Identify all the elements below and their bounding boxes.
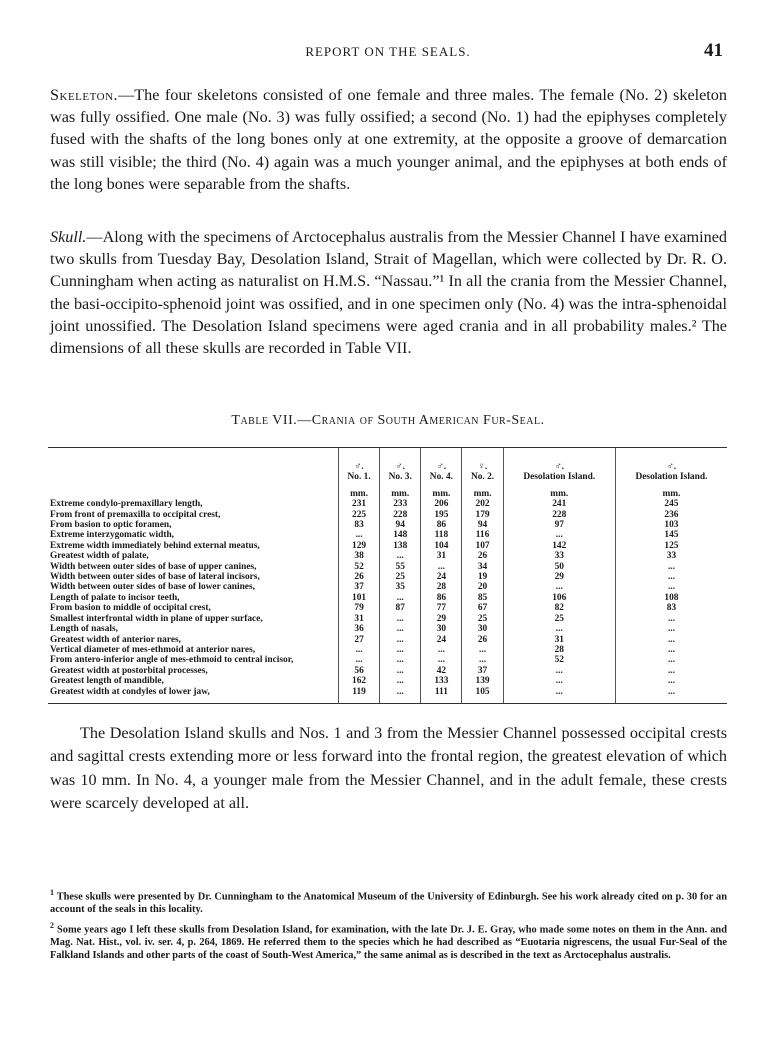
table-cell: 202 [462, 499, 503, 509]
table-cell: ... [615, 635, 727, 645]
table-cell: 103 [615, 520, 727, 530]
row-label: Greatest width at condyles of lower jaw, [50, 686, 210, 697]
unit-cell: mm. [339, 483, 380, 499]
unit-cell: mm. [503, 483, 615, 499]
table-cell: 37 [339, 582, 380, 592]
table-cell: 25 [503, 614, 615, 624]
table-cell: 38 [339, 551, 380, 561]
footnote-1-mark: 1 [50, 888, 54, 897]
table-row [48, 635, 727, 645]
footnote-1 [50, 886, 727, 916]
table-row [48, 666, 727, 676]
crania-table [48, 448, 727, 703]
table-cell: 79 [339, 603, 380, 613]
table-cell: 142 [503, 541, 615, 551]
table-row [48, 551, 727, 561]
footnote-2-mark: 2 [50, 921, 54, 930]
column-header [339, 448, 380, 483]
table-cell: ... [615, 582, 727, 592]
table-cell: 26 [339, 572, 380, 582]
table-cell: ... [380, 655, 421, 665]
table-cell: 105 [462, 687, 503, 703]
table-cell: 228 [503, 510, 615, 520]
table-cell: 50 [503, 562, 615, 572]
table-row [48, 562, 727, 572]
table-cell: 94 [462, 520, 503, 530]
row-label: Width between outer sides of base of upper canines, [50, 561, 257, 572]
row-label: Greatest width at postorbital processes, [50, 665, 208, 676]
column-header [380, 448, 421, 483]
column-sex: ♂. [554, 462, 564, 472]
table-cell: ... [615, 645, 727, 655]
row-label: Greatest width of palate, [50, 551, 149, 562]
table-cell: 225 [339, 510, 380, 520]
skull-paragraph [50, 226, 727, 359]
table-cell: 86 [421, 520, 462, 530]
table-header-row [48, 448, 727, 483]
table-cell: ... [380, 551, 421, 561]
table-cell: 33 [503, 551, 615, 561]
table-cell: 107 [462, 541, 503, 551]
table-cell: 206 [421, 499, 462, 509]
column-sex: ♂. [666, 462, 677, 472]
skull-text: —Along with the specimens of Arctocephalus australis from the Messier Channel I have examined two skulls from Tuesday Bay, Desolation Island, Strait of Magellan, which were collected by Dr. R. O. Cunningham when acting as naturalist on H.M.S. “Nassau.”¹ In all the crania from the Messier Channel, the basi-occipito-sphenoid joint was ossified, and in one specimen only (No. 4) was the intra-sphenoidal joint unossified. The Desolation Island specimens were aged crania and in all probability males.² The dimensions of all these skulls are recorded in Table VII. [50, 228, 728, 358]
table-cell: 28 [421, 582, 462, 592]
table-cell: 28 [503, 645, 615, 655]
table-cell: 129 [339, 541, 380, 551]
row-label: Length of nasals, [50, 624, 118, 635]
table-cell: ... [503, 676, 615, 686]
table-cell: ... [380, 614, 421, 624]
skeleton-paragraph [50, 84, 727, 195]
table-cell: ... [615, 666, 727, 676]
table-cell: ... [380, 593, 421, 603]
table-cell: ... [615, 572, 727, 582]
table-cell: 116 [462, 530, 503, 540]
column-label: No. 3. [388, 472, 412, 483]
units-row [48, 483, 727, 499]
column-label: No. 2. [470, 472, 495, 483]
table-cell: 42 [421, 666, 462, 676]
table-row [48, 676, 727, 686]
table-cell: 241 [503, 499, 615, 509]
row-label: Greatest width of anterior nares, [50, 634, 181, 645]
column-label: Desolation Island. [523, 472, 596, 483]
row-label: Width between outer sides of base of lateral incisors, [50, 572, 260, 583]
table-cell: 31 [503, 635, 615, 645]
unit-cell: mm. [615, 483, 727, 499]
table-cell: 245 [615, 499, 727, 509]
table-row [48, 499, 727, 509]
table-row [48, 655, 727, 665]
row-label: From front of premaxilla to occipital crest, [50, 509, 221, 520]
table-cell: 83 [615, 603, 727, 613]
row-label: From antero-inferior angle of mes-ethmoid to central incisor, [50, 655, 294, 666]
unit-cell: mm. [380, 483, 421, 499]
table-cell: ... [615, 676, 727, 686]
table-cell: 148 [380, 530, 421, 540]
table-cell: 24 [421, 572, 462, 582]
table-row [48, 520, 727, 530]
table-cell: 37 [462, 666, 503, 676]
column-label: Desolation Island. [635, 472, 708, 483]
table-cell: 56 [339, 666, 380, 676]
footnote-2 [50, 919, 727, 962]
table-cell: 195 [421, 510, 462, 520]
table-row [48, 530, 727, 540]
table-cell: ... [503, 624, 615, 634]
table-cell: 133 [421, 676, 462, 686]
table-cell: 111 [421, 687, 462, 703]
table-cell: 83 [339, 520, 380, 530]
table-title: Table VII.—Crania of South American Fur-Seal. [231, 413, 545, 428]
conclusion-paragraph: The Desolation Island skulls and Nos. 1 and 3 from the Messier Channel possessed occipital crests and sagittal crests extending more or less forward into the frontal region, the greatest elevation of which was 10 mm. In No. 4, a younger male from the Messier Channel, and in the adult female, these crests were scarcely developed at all. [50, 724, 727, 813]
table-cell: 26 [462, 635, 503, 645]
row-label: Extreme width immediately behind external meatus, [50, 540, 260, 551]
table-row [48, 687, 727, 703]
table-cell: 179 [462, 510, 503, 520]
table-cell: 125 [615, 541, 727, 551]
table-cell: 233 [380, 499, 421, 509]
table-cell: 108 [615, 593, 727, 603]
table-cell: 29 [503, 572, 615, 582]
table-row [48, 603, 727, 613]
table-cell: ... [503, 666, 615, 676]
table-cell: ... [421, 655, 462, 665]
column-label: No. 1. [347, 472, 371, 483]
table-cell: ... [380, 666, 421, 676]
skeleton-text: —The four skeletons consisted of one female and three males. The female (No. 2) skeleton was fully ossified. One male (No. 3) was fully ossified; a second (No. 1) had the epiphyses completely fused with the shafts of the long bones only at one extremity, at the opposite a groove of demarcation was still visible; the third (No. 4) again was a much younger animal, and the epiphyses at both ends of the long bones were separable from the shafts. [50, 86, 727, 193]
table-cell: ... [615, 655, 727, 665]
table-cell: 30 [421, 624, 462, 634]
column-header [421, 448, 462, 483]
table-cell: 67 [462, 603, 503, 613]
table-row [48, 624, 727, 634]
row-label: Greatest length of mandible, [50, 676, 164, 687]
table-cell: ... [421, 645, 462, 655]
table-cell: 162 [339, 676, 380, 686]
column-header [462, 448, 503, 483]
table-cell: 19 [462, 572, 503, 582]
table-cell: ... [380, 676, 421, 686]
column-header [503, 448, 615, 483]
table-cell: ... [421, 562, 462, 572]
table-cell: 228 [380, 510, 421, 520]
column-sex: ♂. [436, 462, 447, 472]
table-cell: 52 [503, 655, 615, 665]
table-cell: 236 [615, 510, 727, 520]
table-cell: 52 [339, 562, 380, 572]
table-row [48, 510, 727, 520]
table-cell: 94 [380, 520, 421, 530]
table-cell: 24 [421, 635, 462, 645]
table-cell: ... [380, 624, 421, 634]
table-cell: ... [380, 635, 421, 645]
table-cell: ... [503, 582, 615, 592]
table-row [48, 572, 727, 582]
table-cell: ... [615, 614, 727, 624]
skeleton-lead: Skeleton. [50, 86, 119, 104]
table-cell: ... [503, 530, 615, 540]
table-cell: 104 [421, 541, 462, 551]
table-cell: 87 [380, 603, 421, 613]
table-row [48, 593, 727, 603]
column-header [615, 448, 727, 483]
table-cell: ... [380, 645, 421, 655]
row-label: From basion to optic foramen, [50, 520, 172, 531]
table-cell: 26 [462, 551, 503, 561]
table-cell: 27 [339, 635, 380, 645]
unit-cell: mm. [462, 483, 503, 499]
table-cell: 25 [380, 572, 421, 582]
table-cell: 29 [421, 614, 462, 624]
table-cell: 139 [462, 676, 503, 686]
table-cell: 85 [462, 593, 503, 603]
row-label: Smallest interfrontal width in plane of upper surface, [50, 613, 263, 624]
table-cell: 86 [421, 593, 462, 603]
column-sex: ♂. [395, 462, 405, 472]
running-title: REPORT ON THE SEALS. [305, 44, 471, 59]
table-cell: ... [462, 655, 503, 665]
table-cell: ... [339, 655, 380, 665]
table-header-blank [48, 448, 339, 483]
unit-cell: mm. [421, 483, 462, 499]
footnote-2-text: Some years ago I left these skulls from Desolation Island, for examination, with the late Dr. J. E. Gray, who made some notes on them in the Ann. and Mag. Nat. Hist., vol. iv. ser. 4, p. 264, 1869. He referred them to the species which he had described as “Euotaria nigrescens, the usual Fur-Seal of the Falkland Islands and other parts of the coast of South-West America,” the same animal as is described in the text as Arctocephalus australis. [50, 924, 727, 962]
table-cell: 55 [380, 562, 421, 572]
units-blank [48, 483, 339, 499]
table-cell: 35 [380, 582, 421, 592]
skull-lead: Skull. [50, 228, 87, 246]
table-cell: ... [380, 687, 421, 703]
table-row [48, 614, 727, 624]
table-row [48, 541, 727, 551]
table-cell: 25 [462, 614, 503, 624]
column-label: No. 4. [429, 472, 453, 483]
table-cell: 138 [380, 541, 421, 551]
row-label: Extreme interzygomatic width, [50, 530, 175, 541]
table-cell: 119 [339, 687, 380, 703]
crania-table-container [48, 447, 727, 704]
column-sex: ♂. [354, 462, 364, 472]
footnote-1-text: These skulls were presented by Dr. Cunningham to the Anatomical Museum of the University of Edinburgh. See his work already cited on p. 30 for an account of the seals in this locality. [50, 891, 727, 916]
table-cell: 36 [339, 624, 380, 634]
table-cell: ... [615, 687, 727, 703]
row-label: From basion to middle of occipital crest, [50, 603, 211, 614]
table-cell: 145 [615, 530, 727, 540]
table-cell: 31 [339, 614, 380, 624]
table-cell: 33 [615, 551, 727, 561]
table-cell: 231 [339, 499, 380, 509]
table-row [48, 645, 727, 655]
table-cell: ... [615, 562, 727, 572]
table-cell: 30 [462, 624, 503, 634]
table-row [48, 582, 727, 592]
table-cell: 118 [421, 530, 462, 540]
table-cell: 101 [339, 593, 380, 603]
table-cell: 97 [503, 520, 615, 530]
table-cell: 31 [421, 551, 462, 561]
column-sex: ♀. [477, 462, 488, 472]
row-label: Length of palate to incisor teeth, [50, 592, 180, 603]
table-cell: 34 [462, 562, 503, 572]
table-cell: 106 [503, 593, 615, 603]
table-cell: 77 [421, 603, 462, 613]
table-body [48, 483, 727, 703]
page-number: 41 [704, 40, 723, 61]
table-cell: ... [462, 645, 503, 655]
table-cell: ... [339, 645, 380, 655]
table-cell: ... [615, 624, 727, 634]
table-cell: ... [503, 687, 615, 703]
table-cell: 20 [462, 582, 503, 592]
row-label: Width between outer sides of base of lower canines, [50, 582, 255, 593]
table-cell: ... [339, 530, 380, 540]
row-label: Vertical diameter of mes-ethmoid at anterior nares, [50, 644, 256, 655]
table-cell: 82 [503, 603, 615, 613]
row-label: Extreme condylo-premaxillary length, [50, 499, 203, 510]
